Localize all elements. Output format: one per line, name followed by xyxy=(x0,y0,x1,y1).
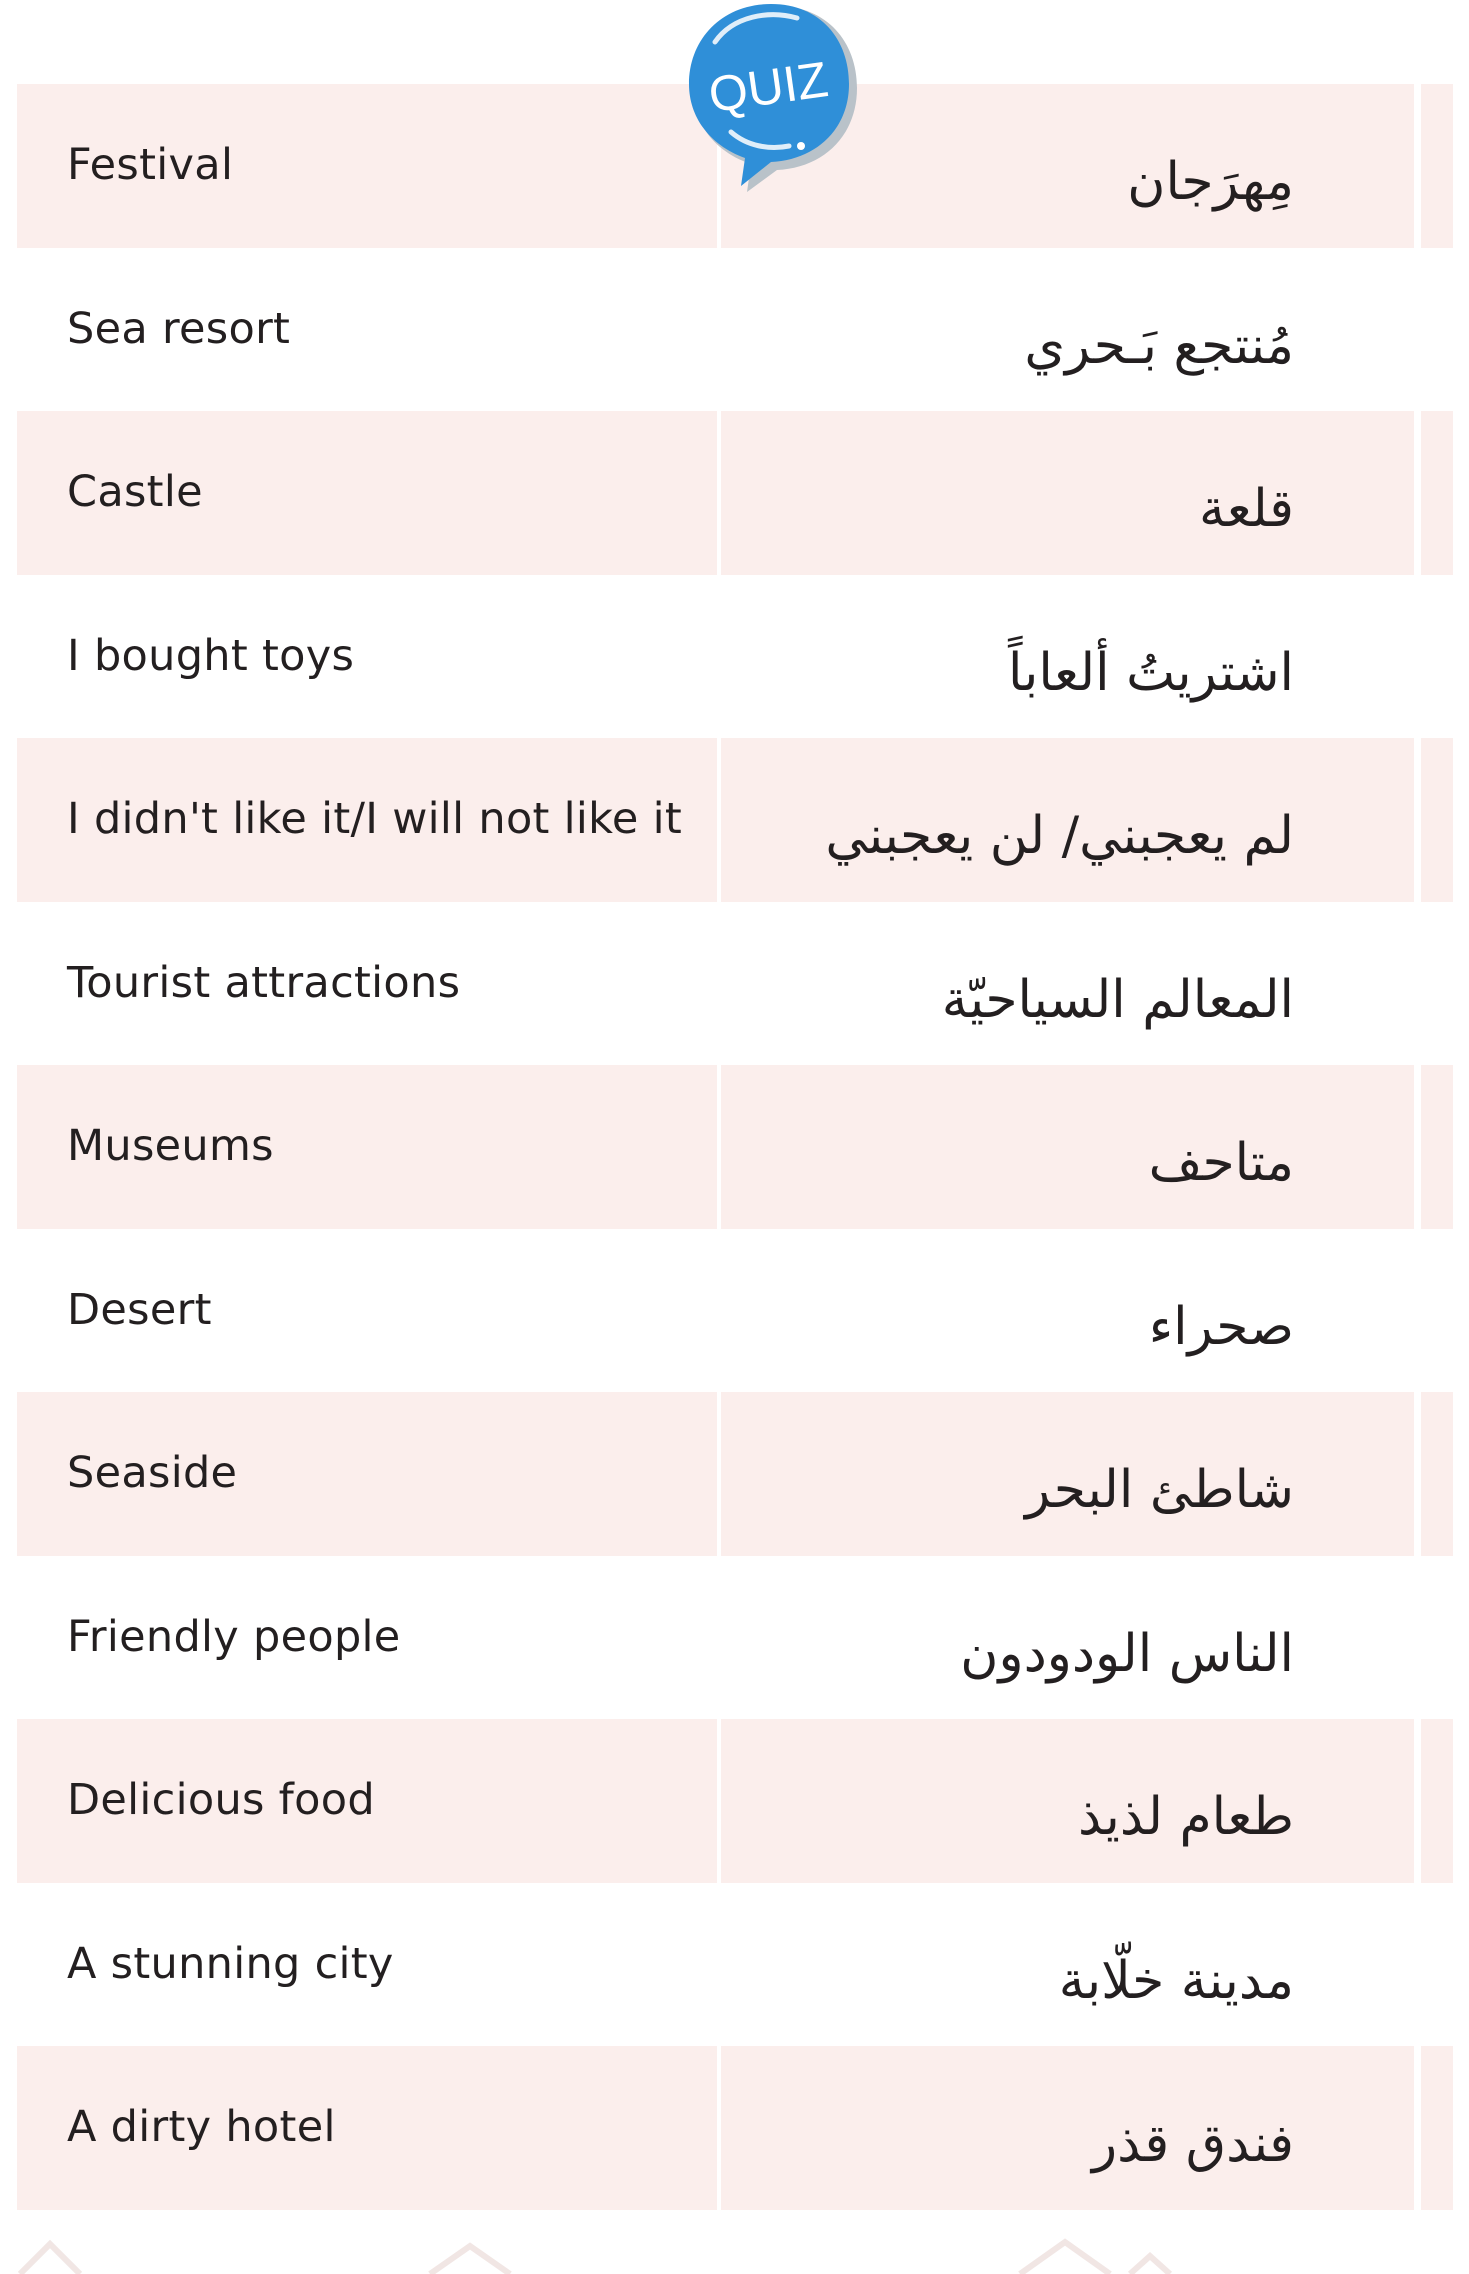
english-term: Museums xyxy=(67,1121,274,1171)
arabic-cell xyxy=(721,1065,1414,1229)
english-term: Desert xyxy=(67,1284,212,1335)
arabic-term: صحراء xyxy=(1148,1296,1294,1357)
table-row xyxy=(0,1719,1469,1883)
arabic-cell xyxy=(721,2046,1414,2210)
edge-cell xyxy=(1421,1392,1453,1556)
arabic-term: المعالم السياحيّة xyxy=(941,969,1294,1030)
quiz-badge-icon xyxy=(685,2,860,197)
table-row xyxy=(0,738,1469,902)
english-term: I bought toys xyxy=(67,630,355,681)
table-row xyxy=(0,902,1469,1066)
edge-cell xyxy=(1421,2046,1453,2210)
english-term: Delicious food xyxy=(67,1775,375,1825)
arabic-term: مُنتجع بَـحري xyxy=(1024,315,1294,376)
table-row xyxy=(0,411,1469,575)
arabic-cell xyxy=(721,738,1414,902)
arabic-term: قلعة xyxy=(1198,479,1294,539)
arabic-term: فندق قذر xyxy=(1092,2114,1294,2174)
english-term: Seaside xyxy=(67,1448,238,1498)
english-cell xyxy=(17,411,717,575)
english-cell xyxy=(17,84,717,248)
decorative-footer-pattern xyxy=(0,2230,1469,2274)
arabic-cell xyxy=(721,1556,1414,1720)
english-term: Festival xyxy=(67,140,234,190)
edge-cell xyxy=(1421,1719,1453,1883)
english-cell xyxy=(17,1883,717,2047)
edge-cell xyxy=(1421,1065,1453,1229)
edge-cell xyxy=(1421,411,1453,575)
arabic-cell xyxy=(721,1392,1414,1556)
quiz-badge-label: QUIZ xyxy=(705,51,832,124)
english-cell xyxy=(17,575,717,739)
edge-cell xyxy=(1421,1556,1453,1720)
table-row xyxy=(0,1883,1469,2047)
edge-cell xyxy=(1421,738,1453,902)
table-row xyxy=(0,1229,1469,1393)
english-cell xyxy=(17,1229,717,1393)
arabic-term: شاطئ البحر xyxy=(1025,1460,1294,1520)
arabic-term: طعام لذيذ xyxy=(1078,1787,1294,1847)
arabic-term: مدينة خلّابة xyxy=(1058,1950,1294,2011)
vocabulary-table xyxy=(0,84,1469,2210)
edge-cell xyxy=(1421,902,1453,1066)
arabic-term: مِهرَجان xyxy=(1127,152,1294,212)
table-row xyxy=(0,1556,1469,1720)
edge-cell xyxy=(1421,1883,1453,2047)
table-row xyxy=(0,2046,1469,2210)
edge-cell xyxy=(1421,84,1453,248)
arabic-cell xyxy=(721,575,1414,739)
arabic-term: الناس الودودون xyxy=(960,1623,1294,1684)
arabic-cell xyxy=(721,1719,1414,1883)
english-term: I didn't like it/I will not like it xyxy=(67,794,682,844)
table-row xyxy=(0,1392,1469,1556)
english-cell xyxy=(17,1556,717,1720)
english-term: A stunning city xyxy=(67,1938,394,1989)
english-cell xyxy=(17,2046,717,2210)
table-row xyxy=(0,1065,1469,1229)
english-term: A dirty hotel xyxy=(67,2102,336,2152)
arabic-cell xyxy=(721,411,1414,575)
edge-cell xyxy=(1421,248,1453,412)
arabic-cell xyxy=(721,1229,1414,1393)
arabic-term: اشتريتُ ألعاباً xyxy=(1008,642,1294,703)
edge-cell xyxy=(1421,575,1453,739)
english-term: Castle xyxy=(67,467,203,517)
arabic-term: لم يعجبني/ لن يعجبني xyxy=(825,806,1294,866)
english-cell xyxy=(17,1392,717,1556)
english-cell xyxy=(17,738,717,902)
table-row xyxy=(0,248,1469,412)
edge-cell xyxy=(1421,1229,1453,1393)
table-row xyxy=(0,575,1469,739)
english-term: Sea resort xyxy=(67,303,291,354)
arabic-cell xyxy=(721,1883,1414,2047)
english-cell xyxy=(17,1719,717,1883)
english-cell xyxy=(17,902,717,1066)
english-cell xyxy=(17,248,717,412)
arabic-cell xyxy=(721,248,1414,412)
arabic-cell xyxy=(721,902,1414,1066)
english-term: Tourist attractions xyxy=(67,957,461,1008)
english-cell xyxy=(17,1065,717,1229)
arabic-term: متاحف xyxy=(1148,1133,1294,1193)
english-term: Friendly people xyxy=(67,1611,401,1662)
